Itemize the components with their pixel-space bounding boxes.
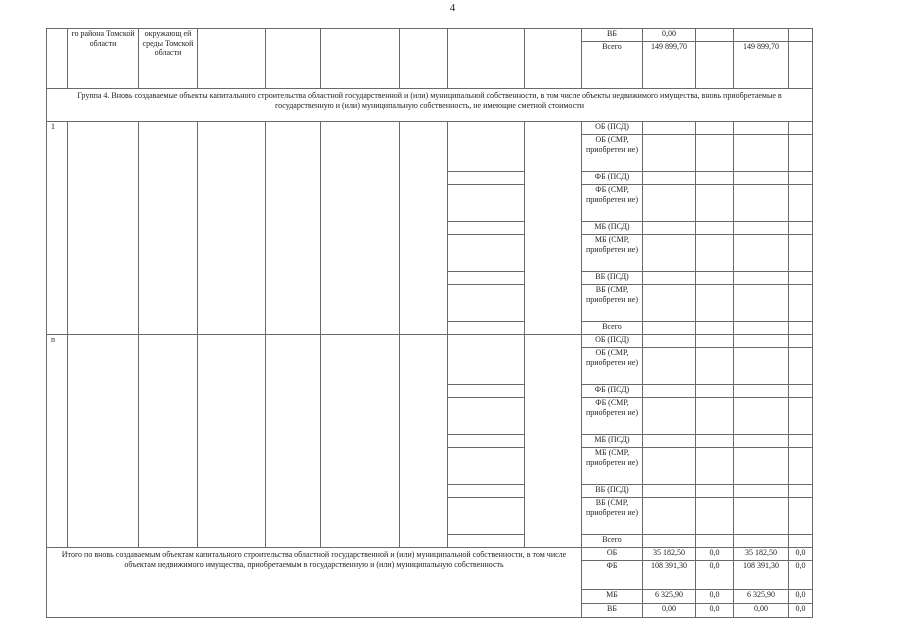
section-number: 1 (47, 122, 68, 335)
cell-source: ВБ (СМР, приобретен ие) (582, 285, 643, 322)
cell-source: МБ (ПСД) (582, 222, 643, 235)
cell-source: ОБ (ПСД) (582, 122, 643, 135)
cell-value: 0,0 (789, 604, 813, 618)
cell-source: ФБ (582, 561, 643, 590)
cell-value: 108 391,30 (734, 561, 789, 590)
cell-value: 35 182,50 (734, 548, 789, 561)
cell-value: 0,00 (643, 604, 696, 618)
cell-value: 0,0 (789, 590, 813, 604)
table-row (47, 335, 813, 348)
group-heading-row (47, 89, 813, 122)
cell-source: ОБ (СМР, приобретен ие) (582, 348, 643, 385)
cell-value: 0,0 (789, 561, 813, 590)
cell-value: 6 325,90 (734, 590, 789, 604)
cell-source: МБ (ПСД) (582, 435, 643, 448)
cell-value: 0,0 (789, 548, 813, 561)
cell-source: МБ (СМР, приобретен ие) (582, 448, 643, 485)
cell-source: Всего (582, 535, 643, 548)
cell-value: 108 391,30 (643, 561, 696, 590)
cell-value: 35 182,50 (643, 548, 696, 561)
cell-department: окружающ ей среды Томской области (139, 29, 198, 89)
cell-source: ВБ (ПСД) (582, 272, 643, 285)
cell-source: ВБ (582, 604, 643, 618)
cell-source: Всего (582, 322, 643, 335)
cell-source: ФБ (ПСД) (582, 172, 643, 185)
cell-source: ОБ (ПСД) (582, 335, 643, 348)
cell-value: 0,0 (696, 561, 734, 590)
page-number: 4 (449, 2, 456, 14)
cell-source: ФБ (ПСД) (582, 385, 643, 398)
cell-source: ВБ (582, 29, 643, 42)
totals-row (47, 548, 813, 561)
cell-source: МБ (СМР, приобретен ие) (582, 235, 643, 272)
program-table (46, 28, 813, 618)
cell-value: 0,0 (696, 548, 734, 561)
cell-value: 0,00 (734, 604, 789, 618)
cell-value: 6 325,90 (643, 590, 696, 604)
cell-value: 0,00 (643, 29, 696, 42)
cell-source: Всего (582, 42, 643, 89)
cell-source: ОБ (СМР, приобретен ие) (582, 135, 643, 172)
group-title: Группа 4. Вновь создаваемые объекты капитального строительства областной государственной и (или) муниципальной собственности, в том числе объекты недвижимого имущества, вновь приобретаемые в государственную и (или) муниципальную собственность, не имеющие сметной стоимости (47, 89, 813, 122)
table-row (47, 122, 813, 135)
cell-source: ВБ (СМР, приобретен ие) (582, 498, 643, 535)
cell-source: ФБ (СМР, приобретен ие) (582, 398, 643, 435)
cell-value: 0,0 (696, 604, 734, 618)
cell-district: го района Томской области (68, 29, 139, 89)
cell-source: ФБ (СМР, приобретен ие) (582, 185, 643, 222)
cell-value: 0,0 (696, 590, 734, 604)
cell-source: ВБ (ПСД) (582, 485, 643, 498)
section-number: n (47, 335, 68, 548)
totals-label: Итого по вновь создаваемым объектам капитального строительства областной государственной и (или) муниципальной собственности, в том числе объектам недвижимого имущества, приобретаемым в государственную и (или) муниципальную собственность (47, 548, 582, 618)
cell-source: ОБ (582, 548, 643, 561)
cell-value: 149 899,70 (643, 42, 696, 89)
cell-source: МБ (582, 590, 643, 604)
table-body (47, 29, 813, 618)
cell-value: 149 899,70 (734, 42, 789, 89)
table-row (47, 29, 813, 42)
